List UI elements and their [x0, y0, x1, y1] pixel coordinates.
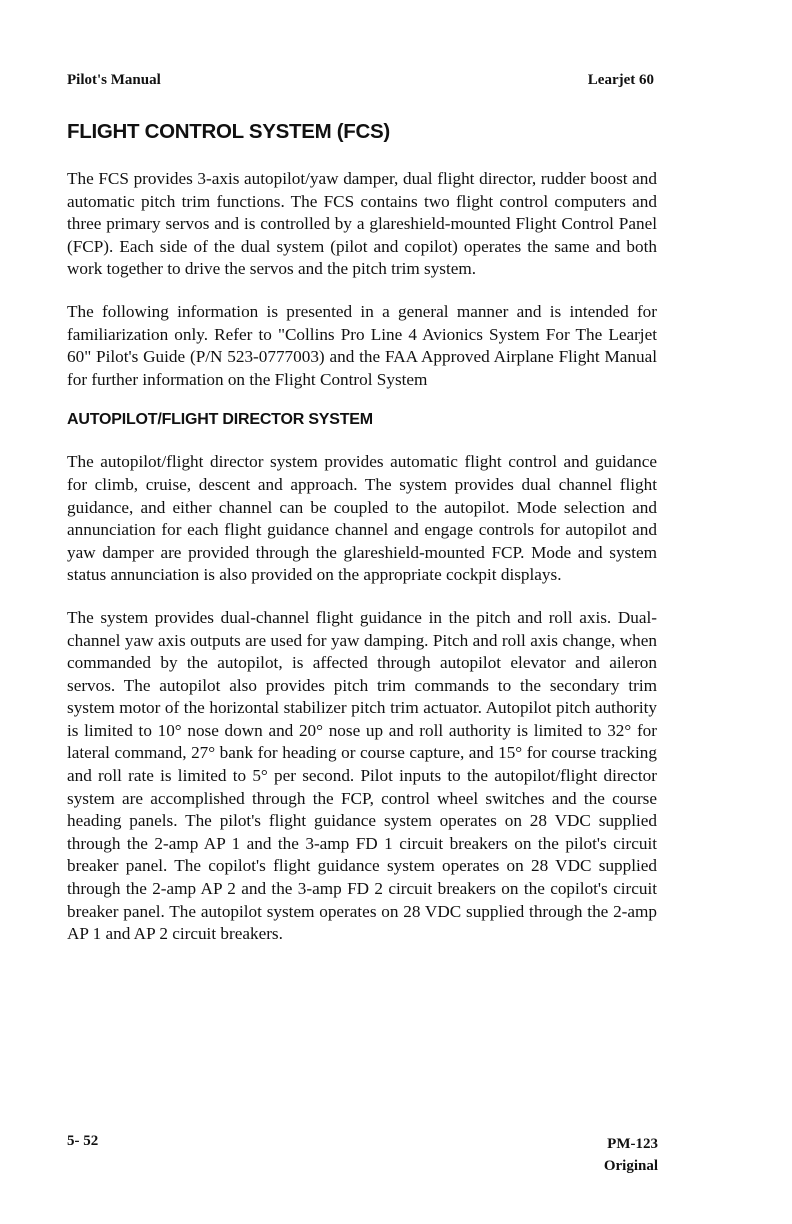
fcs-overview-paragraph: The FCS provides 3-axis autopilot/yaw damper, dual flight director, rudder boost and automatic pitch trim functions. The FCS contains two flight control computers and three primary servos and is controlled by a glareshield-mounted Flight Control Panel (FCP). Each side of the dual system (pilot and copilot) operates the same and both work together to drive the servos and the pitch trim system.	[67, 169, 657, 279]
autopilot-overview-paragraph: The autopilot/flight director system provides automatic flight control and guidance for climb, cruise, descent and approach. The system provides dual channel flight guidance, and either channel can be coupled to the autopilot. Mode selection and annunciation for each flight guidance channel and engage controls for autopilot and yaw damper are provided through the glareshield-mounted FCP. Mode and system status annunciation is also provided on the appropriate cockpit displays.	[67, 452, 657, 585]
autopilot-details-paragraph: The system provides dual-channel flight guidance in the pitch and roll axis. Dual-channel yaw axis outputs are used for yaw damping. Pitch and roll axis change, when commanded by the autopilot, is affected through autopilot elevator and aileron servos. The autopilot also provides pitch trim commands to the secondary trim system motor of the horizontal stabilizer pitch trim actuator. Autopilot pitch authority is limited to 10° nose down and 20° nose up and roll authority is limited to 32° for lateral command, 27° bank for heading or course capture, and 15° for course tracking and roll rate is limited to 5° per second. Pilot inputs to the autopilot/flight director system are accomplished through the FCP, control wheel switches and the course heading panels. The pilot's flight guidance system operates on 28 VDC supplied through the 2-amp AP 1 and the 3-amp FD 1 circuit breakers on the pilot's circuit breaker panel. The copilot's flight guidance system operates on 28 VDC supplied through the 2-amp AP 2 and the 3-amp FD 2 circuit breakers on the copilot's circuit breaker panel. The autopilot system operates on 28 VDC supplied through the 2-amp AP 1 and AP 2 circuit breakers.	[67, 607, 657, 944]
page-content	[67, 120, 657, 966]
section-title: FLIGHT CONTROL SYSTEM (FCS)	[67, 120, 390, 143]
document-footer	[604, 1133, 658, 1177]
document-revision: Original	[603, 1158, 658, 1174]
page-number: 5- 52	[67, 1133, 99, 1149]
document-id: PM-123	[607, 1136, 658, 1152]
header-manual-title: Pilot's Manual	[67, 72, 161, 88]
subsection-title: AUTOPILOT/FLIGHT DIRECTOR SYSTEM	[67, 411, 373, 429]
fcs-reference-paragraph: The following information is presented in a general manner and is intended for familiarization only. Refer to "Collins Pro Line 4 Avionics System For The Learjet 60" Pilot's Guide (P/N 523-0777003) and the FAA Approved Airplane Flight Manual for further information on the Flight Control System	[67, 301, 657, 389]
header-aircraft-model: Learjet 60	[587, 72, 654, 88]
